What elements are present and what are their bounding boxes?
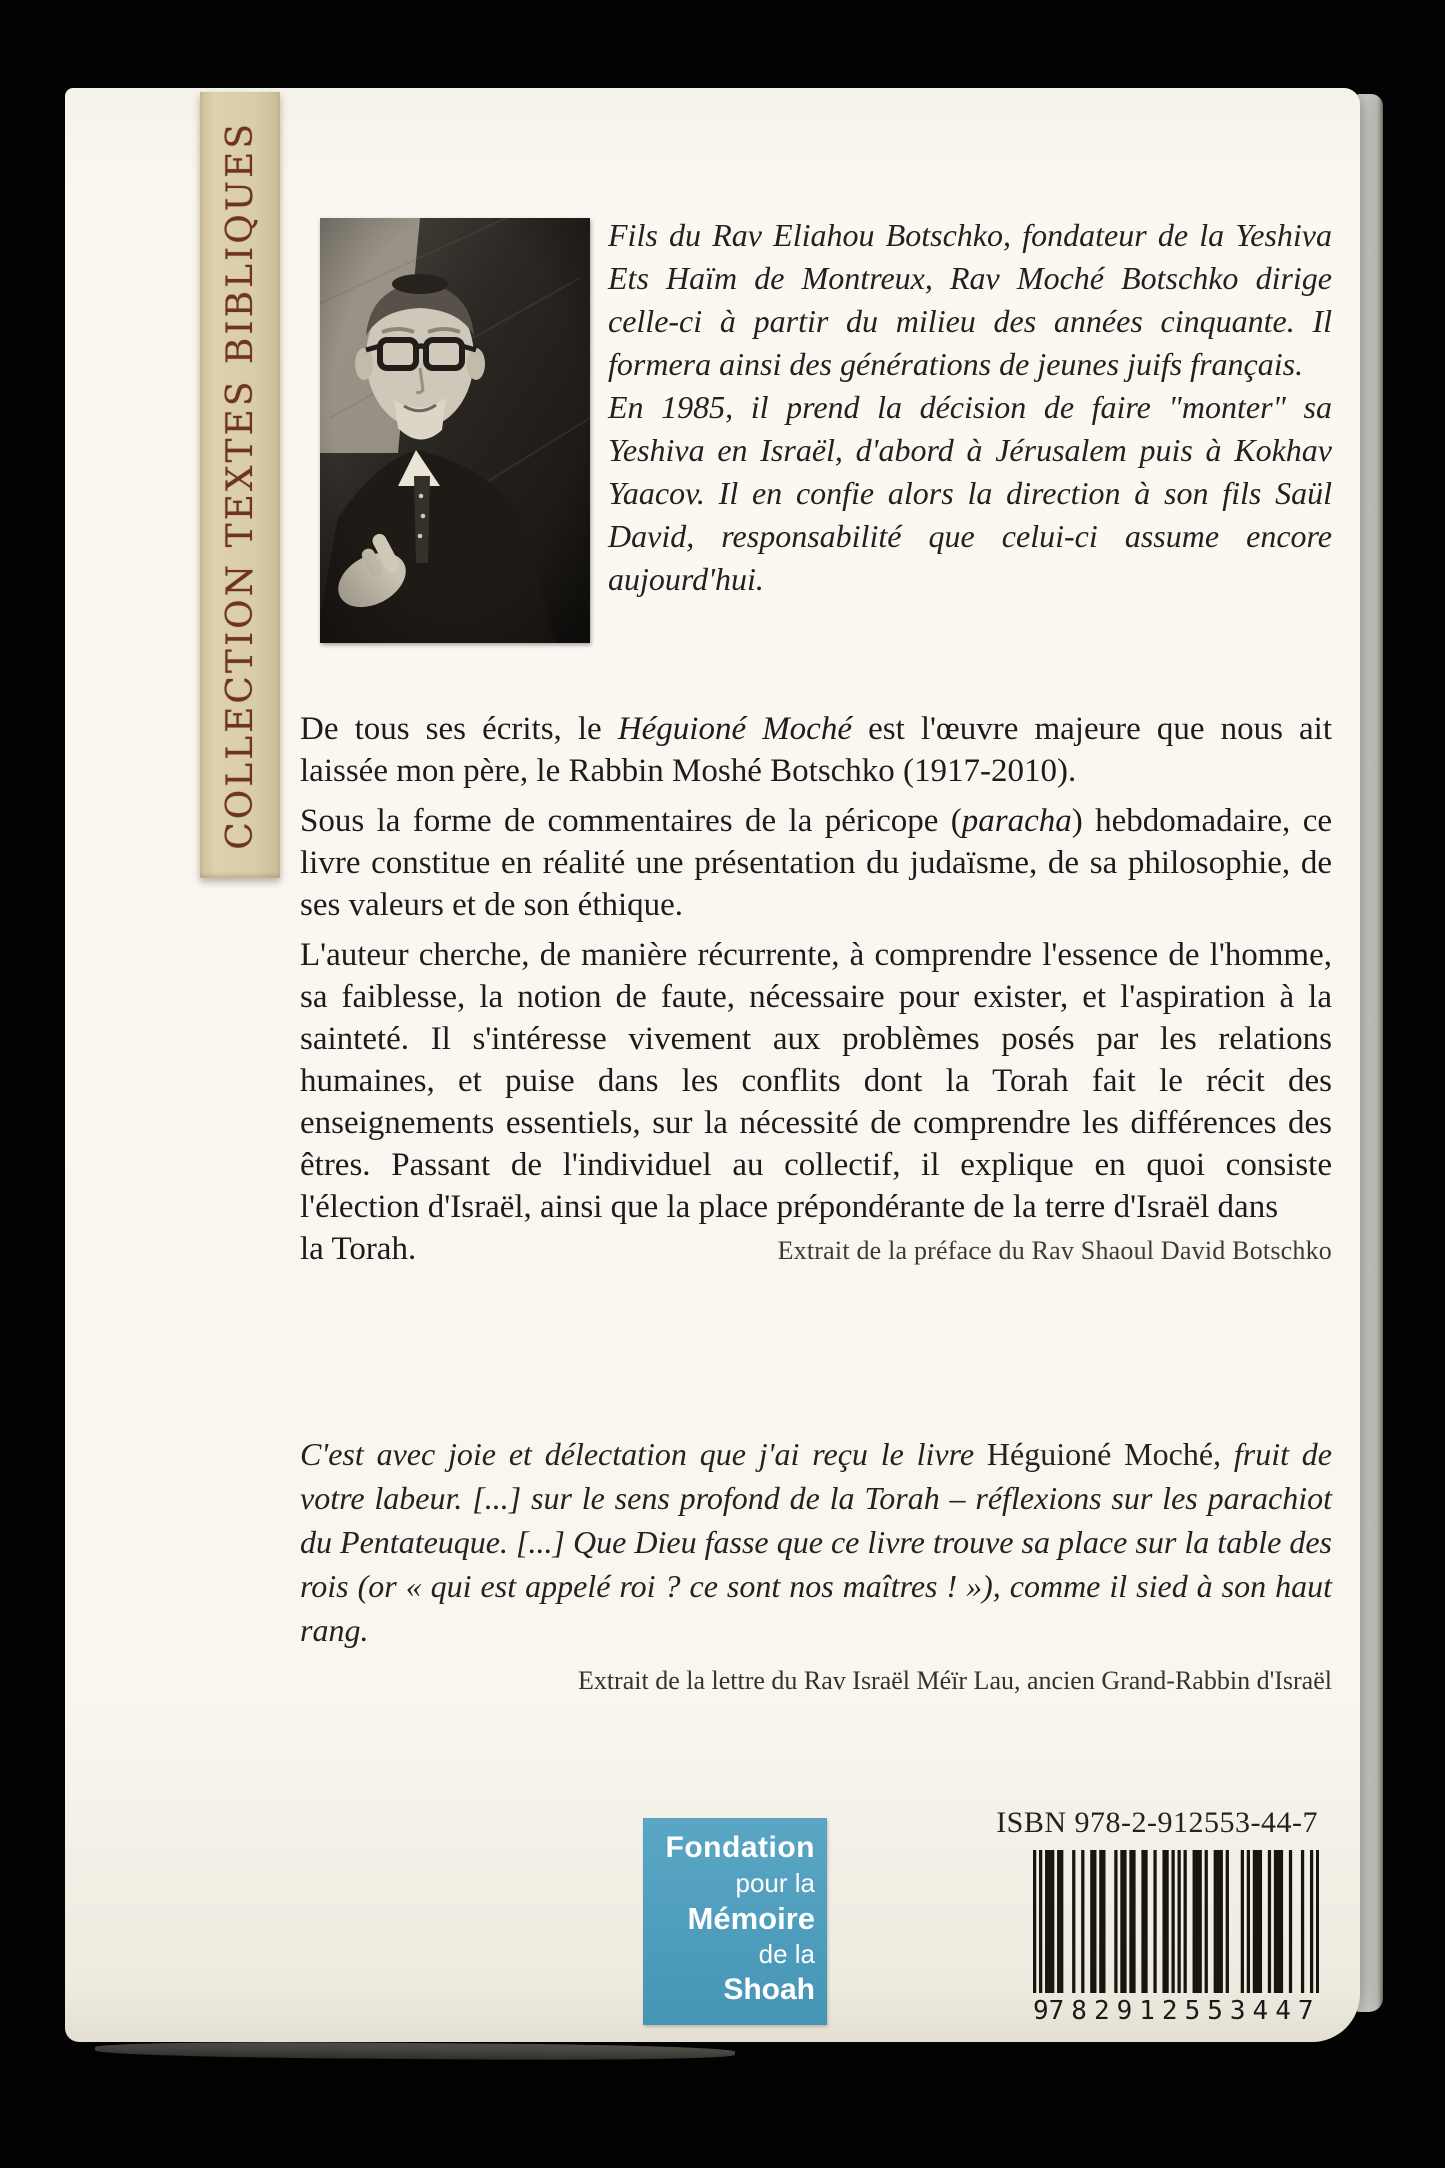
logo-line-pour-la: pour la [735,1868,815,1898]
logo-line-de-la: de la [758,1939,815,1969]
letter-quote [300,1432,1332,1652]
quote-text-start: C'est avec joie et délectation que j'ai reçu le livre [300,1436,987,1472]
logo-line-fondation: Fondation [665,1831,815,1864]
barcode-bars [1033,1850,1319,1993]
barcode-digit-first: 9 [1033,1996,1049,2026]
ean13-barcode [1033,1850,1319,2026]
barcode-digits-group2: 553447 [1184,1996,1321,2026]
bio-paragraph-1: Fils du Rav Eliahou Botschko, fondateur de la Yeshiva Ets Haïm de Montreux, Rav Moché Botschko dirige celle-ci à partir du milieu des années cinquante. Il formera ainsi des générations de jeunes juifs français. [608,217,1332,382]
description-last-words: la Torah. [300,1231,417,1267]
paracha-italic: paracha [961,803,1072,839]
book-back-cover-page [65,88,1360,2042]
quote-text-end: , fruit de votre labeur. [...] sur le sens profond de la Torah – réflexions sur les parachiot du Pentateuque. [...] Que Dieu fasse que ce livre trouve sa place sur la table des rois (or « qui est appelé roi ? ce sont nos maîtres ! »), comme il sied à son haut rang. [300,1436,1332,1648]
description-p2-text: Sous la forme de commentaires de la péricope ( [300,803,962,839]
description-paragraph-3: L'auteur cherche, de manière récurrente, à comprendre l'essence de l'homme, sa faiblesse, la notion de faute, nécessaire pour exister, et l'aspiration à la sainteté. Il s'intéresse vivement aux problèmes posés par les relations humaines, et puise dans les conflits dont la Torah fait le récit des enseignements essentiels, sur la nécessité de comprendre les différences des êtres. Passant de l'individuel au collectif, il explique en quoi consiste l'élection d'Israël, ainsi que la place prépondérante de la terre d'Israël dans [300,937,1332,1225]
description-paragraph-2 [300,800,1332,926]
barcode-digits [1033,1996,1319,2026]
author-bio-text [608,214,1332,601]
fondation-memoire-shoah-logo [643,1818,827,2025]
description-p1-text: De tous ses écrits, le [300,711,618,747]
collection-band-label: COLLECTION TEXTES BIBLIQUES [219,120,261,850]
logo-line-memoire: Mémoire [687,1901,815,1936]
letter-quote-paragraph [300,1432,1332,1652]
preface-attribution: Extrait de la préface du Rav Shaoul David Botschko [777,1236,1332,1265]
bio-paragraph-2: En 1985, il prend la décision de faire "monter" sa Yeshiva en Israël, d'abord à Jérusalem puis à Kokhav Yaacov. Il en confie alors la direction à son fils Saül David, responsabilité que celui-ci assume encore aujourd'hui. [608,389,1332,597]
collection-band [200,92,280,878]
portrait-illustration [320,218,590,643]
book-description [300,708,1332,1272]
description-last-line [300,1228,1332,1272]
description-p2-text-end: ) hebdomadaire, ce livre constitue en réalité une présentation du judaïsme, de sa philosophie, de ses valeurs et de son éthique. [300,803,1332,923]
description-p1-text-end: est l'œuvre majeure que nous ait laissée mon père, le Rabbin Moshé Botschko (1917-2010). [300,711,1333,789]
letter-attribution: Extrait de la lettre du Rav Israël Méïr Lau, ancien Grand-Rabbin d'Israël [577,1666,1332,1695]
barcode-digits-group1: 782912 [1048,1996,1185,2026]
book-title-italic: Héguioné Moché [617,711,852,747]
isbn-label: ISBN 978-2-912553-44-7 [996,1806,1318,1839]
logo-line-shoah: Shoah [723,1973,815,2006]
page-stack-edge [1356,94,1383,2012]
book-title-roman: Héguioné Moché [986,1436,1214,1472]
description-paragraph-1 [300,708,1332,792]
author-portrait-photo [320,218,590,643]
page-bottom-shadow [95,2041,735,2061]
